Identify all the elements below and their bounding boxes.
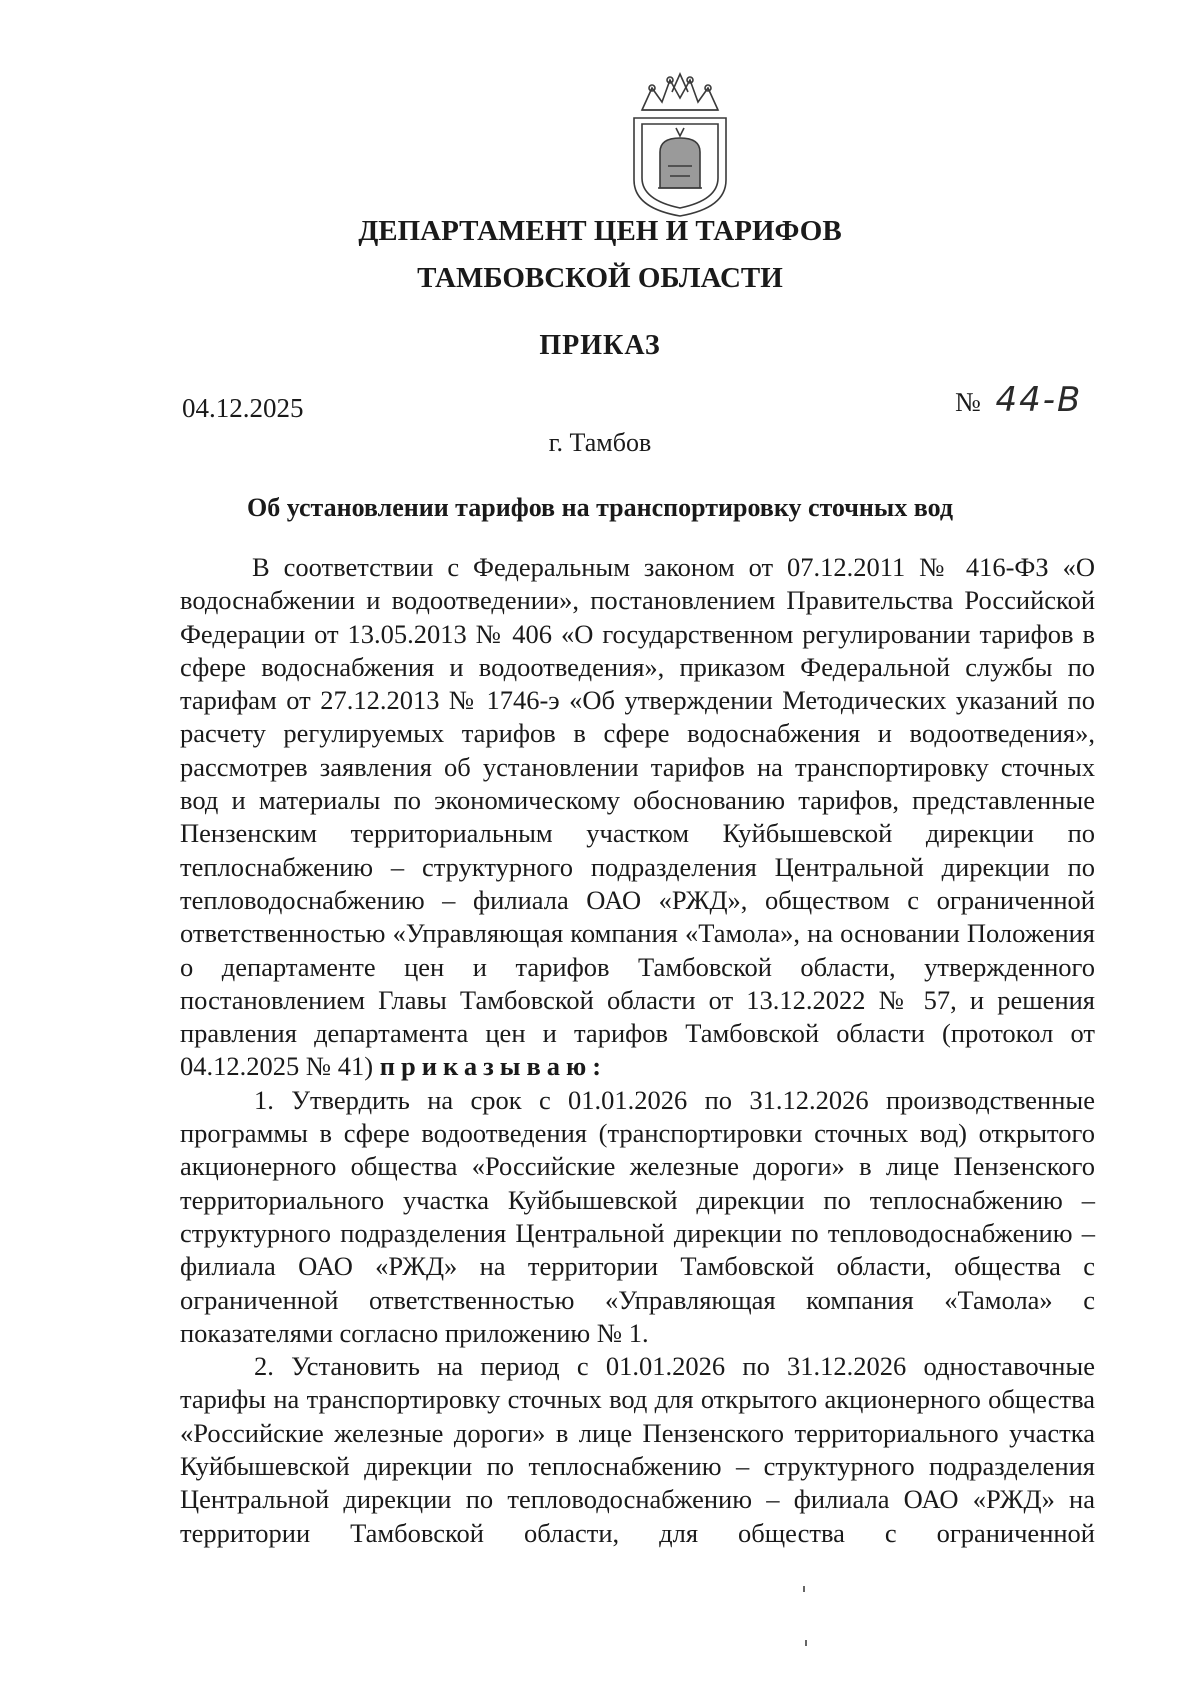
handwritten-order-number: 44-В (995, 380, 1083, 420)
city: г. Тамбов (548, 428, 652, 457)
order-title: ПРИКАЗ (539, 330, 661, 361)
number-label: № (955, 387, 981, 417)
order-item-2: 2. Установить на период с 01.01.2026 по 31.12.2026 одноставочные тарифы на транспортировку сточных вод для открытого акционерного общества «Российские железные дороги» в лице Пензенского территориального участка Куйбышевской дирекции по теплоснабжению – структурного подразделения Центральной дирекции по тепловодоснабжению – филиала ОАО «РЖД» на территории Тамбовской области, для общества с ограниченной (180, 1351, 1095, 1548)
scan-speck (803, 1586, 805, 1592)
preamble-paragraph (180, 551, 1095, 1084)
department-name-line2: ТАМБОВСКОЙ ОБЛАСТИ (417, 262, 783, 294)
order-item-1: 1. Утвердить на срок с 01.01.2026 по 31.12.2026 производственные программы в сфере водоотведения (транспортировки сточных вод) открытого акционерного общества «Российские железные дороги» в лице Пензенского территориального участка Куйбышевской дирекции по теплоснабжению – структурного подразделения Центральной дирекции по тепловодоснабжению – филиала ОАО «РЖД» на территории Тамбовской области, общества с ограниченной ответственностью «Управляющая компания «Тамола» с показателями согласно приложению № 1. (180, 1084, 1095, 1348)
preamble-text: В соответствии с Федеральным законом от 07.12.2011 № 416-ФЗ «О водоснабжении и водоотведении», постановлением Правительства Российской Федерации от 13.05.2013 № 406 «О государственном регулировании тарифов в сфере водоснабжения и водоотведения», приказом Федеральной службы по тарифам от 27.12.2013 № 1746-э «Об утверждении Методических указаний по расчету регулируемых тарифов в сфере водоснабжения и водоотведения», рассмотрев заявления об установлении тарифов на транспортировку сточных вод и материалы по экономическому обоснованию тарифов, представленные Пензенским территориальным участком Куйбышевской дирекции по теплоснабжению – структурного подразделения Центральной дирекции по тепловодоснабжению – филиала ОАО «РЖД», обществом с ограниченной ответственностью «Управляющая компания «Тамола», на основании Положения о департаменте цен и тарифов Тамбовской области, утвержденного постановлением Главы Тамбовской области от 13.12.2022 № 57, и решения правления департамента цен и тарифов Тамбовской области (протокол от 04.12.2025 № 41) (180, 552, 1095, 1082)
department-name-line1: ДЕПАРТАМЕНТ ЦЕН И ТАРИФОВ (358, 215, 842, 247)
order-date: 04.12.2025 (182, 393, 304, 423)
tambov-coat-of-arms-emblem (620, 70, 740, 220)
scan-speck (805, 1640, 807, 1646)
order-directive-word: приказываю: (379, 1051, 608, 1082)
order-subject: Об установлении тарифов на транспортировку сточных вод (247, 493, 953, 522)
order-number-block (955, 380, 1082, 420)
order-body (180, 551, 1095, 1550)
